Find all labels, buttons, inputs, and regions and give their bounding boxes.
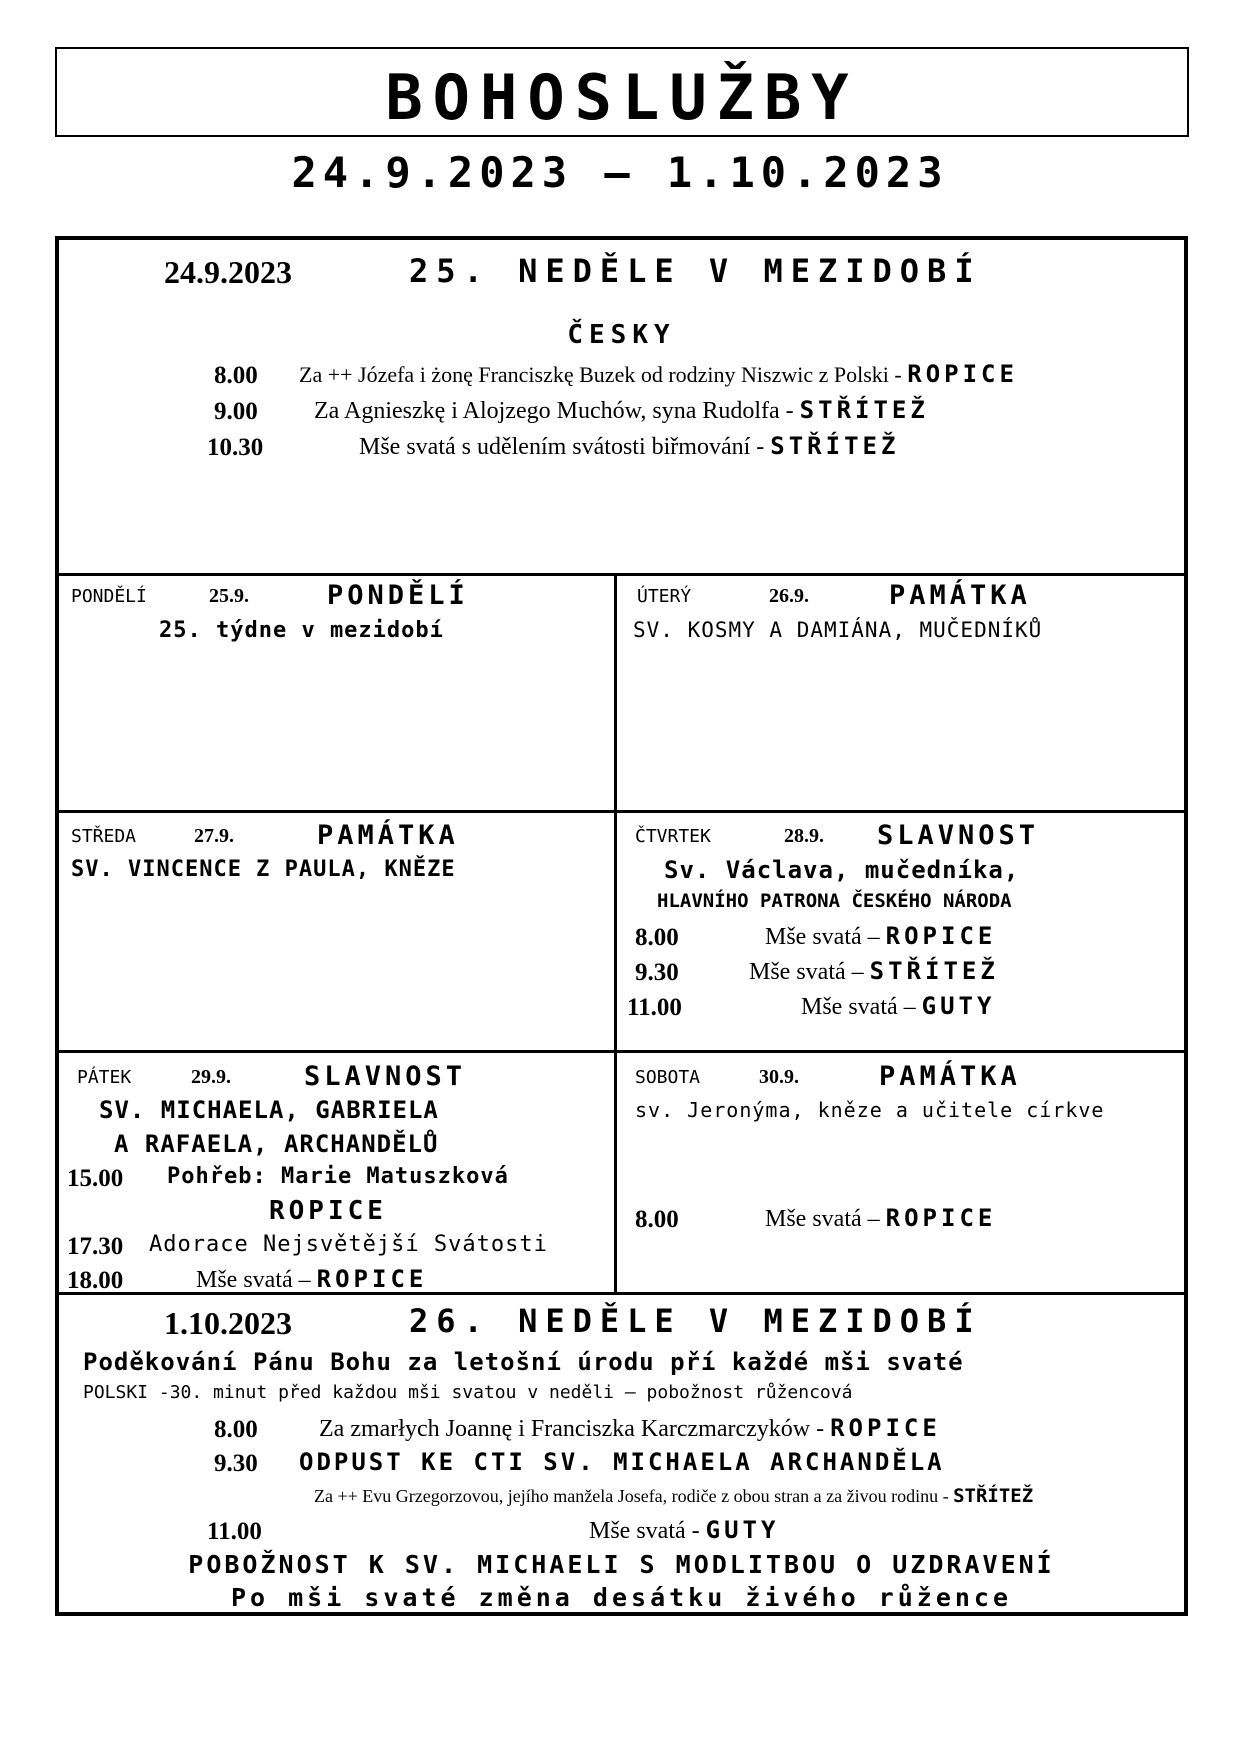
mass-place: GUTY bbox=[705, 1516, 780, 1544]
mass-place: ROPICE bbox=[316, 1265, 428, 1293]
language-heading: ČESKY bbox=[567, 320, 676, 350]
day-label: SOBOTA bbox=[635, 1067, 701, 1088]
thanks-note: Poděkování Pánu Bohu za letošní úrodu pří každé mši svaté bbox=[83, 1348, 964, 1376]
mass-place: ROPICE bbox=[885, 1204, 997, 1232]
mass-time: 8.00 bbox=[635, 924, 679, 951]
mass-intent: Mše svatá – bbox=[765, 924, 886, 950]
divider bbox=[59, 1050, 1184, 1053]
day-date: 25.9. bbox=[209, 585, 249, 607]
mass-intent: Za Agnieszkę i Alojzego Muchów, syna Rudolfa - bbox=[314, 398, 800, 424]
divider bbox=[59, 810, 1184, 813]
mass-intent: Za ++ Józefa i żonę Franciszkę Buzek od rodziny Niszwic z Polski - bbox=[299, 362, 908, 387]
sunday-date: 24.9.2023 bbox=[164, 254, 292, 290]
event-line bbox=[196, 1265, 427, 1294]
event-time: 15.00 bbox=[67, 1165, 124, 1192]
mass-line bbox=[319, 1414, 941, 1443]
day-subtitle: A RAFAELA, ARCHANDĚLŮ bbox=[114, 1130, 439, 1158]
mass-intent: Za ++ Evu Grzegorzovou, jejího manžela Josefa, rodiče z obou stran a za živou rodinu - bbox=[314, 1486, 954, 1506]
mass-line bbox=[299, 360, 1018, 388]
mass-intent: Mše svatá - bbox=[589, 1518, 706, 1544]
event-time: 18.00 bbox=[67, 1267, 124, 1294]
day-rank: SLAVNOST bbox=[877, 820, 1040, 851]
day-label: ÚTERÝ bbox=[637, 586, 692, 607]
mass-place: STŘÍTEŽ bbox=[869, 957, 999, 985]
day-subtitle: 25. týdne v mezidobí bbox=[159, 618, 444, 643]
event-time: 17.30 bbox=[67, 1233, 124, 1260]
day-subtitle: HLAVNÍHO PATRONA ČESKÉHO NÁRODA bbox=[657, 890, 1012, 912]
day-label: STŘEDA bbox=[71, 826, 137, 847]
day-rank: PONDĚLÍ bbox=[327, 580, 469, 611]
mass-line bbox=[801, 992, 995, 1021]
day-label: PONDĚLÍ bbox=[71, 586, 147, 607]
mass-line bbox=[314, 1485, 1033, 1507]
mass-time: 8.00 bbox=[635, 1206, 679, 1233]
day-rank: PAMÁTKA bbox=[889, 580, 1031, 611]
day-subtitle: SV. MICHAELA, GABRIELA bbox=[99, 1096, 439, 1124]
day-subtitle: SV. VINCENCE Z PAULA, KNĚZE bbox=[71, 857, 456, 882]
mass-intent: Mše svatá – bbox=[196, 1267, 317, 1293]
date-range: 24.9.2023 – 1.10.2023 bbox=[291, 148, 949, 197]
day-date: 26.9. bbox=[769, 585, 809, 607]
mass-intent: Mše svatá – bbox=[749, 959, 870, 985]
mass-time: 11.00 bbox=[207, 1518, 262, 1545]
mass-place: ROPICE bbox=[907, 360, 1018, 388]
sunday-title: 26. NEDĚLE V MEZIDOBÍ bbox=[409, 1302, 982, 1340]
mass-line bbox=[765, 922, 996, 951]
mass-time: 8.00 bbox=[214, 362, 258, 389]
day-rank: PAMÁTKA bbox=[317, 820, 459, 851]
mass-time: 9.00 bbox=[214, 398, 258, 425]
day-subtitle: sv. Jeronýma, kněze a učitele církve bbox=[635, 1098, 1105, 1122]
day-date: 30.9. bbox=[759, 1066, 799, 1088]
divider bbox=[59, 573, 1184, 576]
divider bbox=[614, 573, 617, 1292]
mass-place: ROPICE bbox=[885, 922, 997, 950]
mass-time: 9.30 bbox=[635, 959, 679, 986]
mass-place: STŘÍTEŽ bbox=[770, 432, 900, 460]
polski-note: POLSKI -30. minut před každou mši svatou v neděli – pobožnost růžencová bbox=[83, 1382, 853, 1403]
mass-time: 9.30 bbox=[214, 1450, 258, 1477]
day-label: PÁTEK bbox=[77, 1067, 132, 1088]
event-text: Pohřeb: Marie Matuszková bbox=[167, 1164, 509, 1189]
day-rank: SLAVNOST bbox=[304, 1061, 467, 1092]
title-box bbox=[55, 47, 1189, 137]
day-label: ČTVRTEK bbox=[635, 826, 711, 847]
event-place: ROPICE bbox=[269, 1196, 387, 1226]
mass-intent: Mše svatá s udělením svátosti biřmování - bbox=[359, 434, 771, 460]
day-date: 28.9. bbox=[784, 825, 824, 847]
event-text: Adorace Nejsvětější Svátosti bbox=[149, 1232, 548, 1257]
mass-time: 10.30 bbox=[207, 434, 264, 461]
day-subtitle: SV. KOSMY A DAMIÁNA, MUČEDNÍKŮ bbox=[633, 618, 1043, 642]
mass-place: ROPICE bbox=[830, 1414, 941, 1442]
mass-place: STŘÍTEŽ bbox=[953, 1485, 1034, 1507]
sunday-date: 1.10.2023 bbox=[164, 1305, 292, 1341]
mass-line bbox=[589, 1516, 779, 1545]
mass-time: 11.00 bbox=[627, 994, 682, 1021]
mass-line bbox=[749, 957, 999, 986]
day-rank: PAMÁTKA bbox=[879, 1061, 1021, 1092]
feast-note: ODPUST KE CTI SV. MICHAELA ARCHANDĚLA bbox=[299, 1448, 945, 1476]
sunday-title: 25. NEDĚLE V MEZIDOBÍ bbox=[409, 252, 982, 290]
mass-line bbox=[314, 396, 929, 425]
mass-place: GUTY bbox=[921, 992, 996, 1020]
mass-time: 8.00 bbox=[214, 1416, 258, 1443]
mass-intent: Mše svatá – bbox=[765, 1206, 886, 1232]
mass-intent: Za zmarłych Joannę i Franciszka Karczmarczyków - bbox=[319, 1416, 831, 1442]
mass-line bbox=[359, 432, 899, 461]
footer-note: POBOŽNOST K SV. MICHAELI S MODLITBOU O UZDRAVENÍ bbox=[188, 1550, 1055, 1579]
day-subtitle: Sv. Václava, mučedníka, bbox=[664, 856, 1020, 884]
mass-intent: Mše svatá – bbox=[801, 994, 922, 1020]
footer-note: Po mši svaté změna desátku živého růžence bbox=[230, 1583, 1013, 1612]
page-title: BOHOSLUŽBY bbox=[385, 61, 859, 134]
day-date: 29.9. bbox=[191, 1066, 231, 1088]
schedule-table bbox=[55, 236, 1188, 1616]
mass-place: STŘÍTEŽ bbox=[799, 396, 929, 424]
mass-line bbox=[765, 1204, 996, 1233]
day-date: 27.9. bbox=[194, 825, 234, 847]
